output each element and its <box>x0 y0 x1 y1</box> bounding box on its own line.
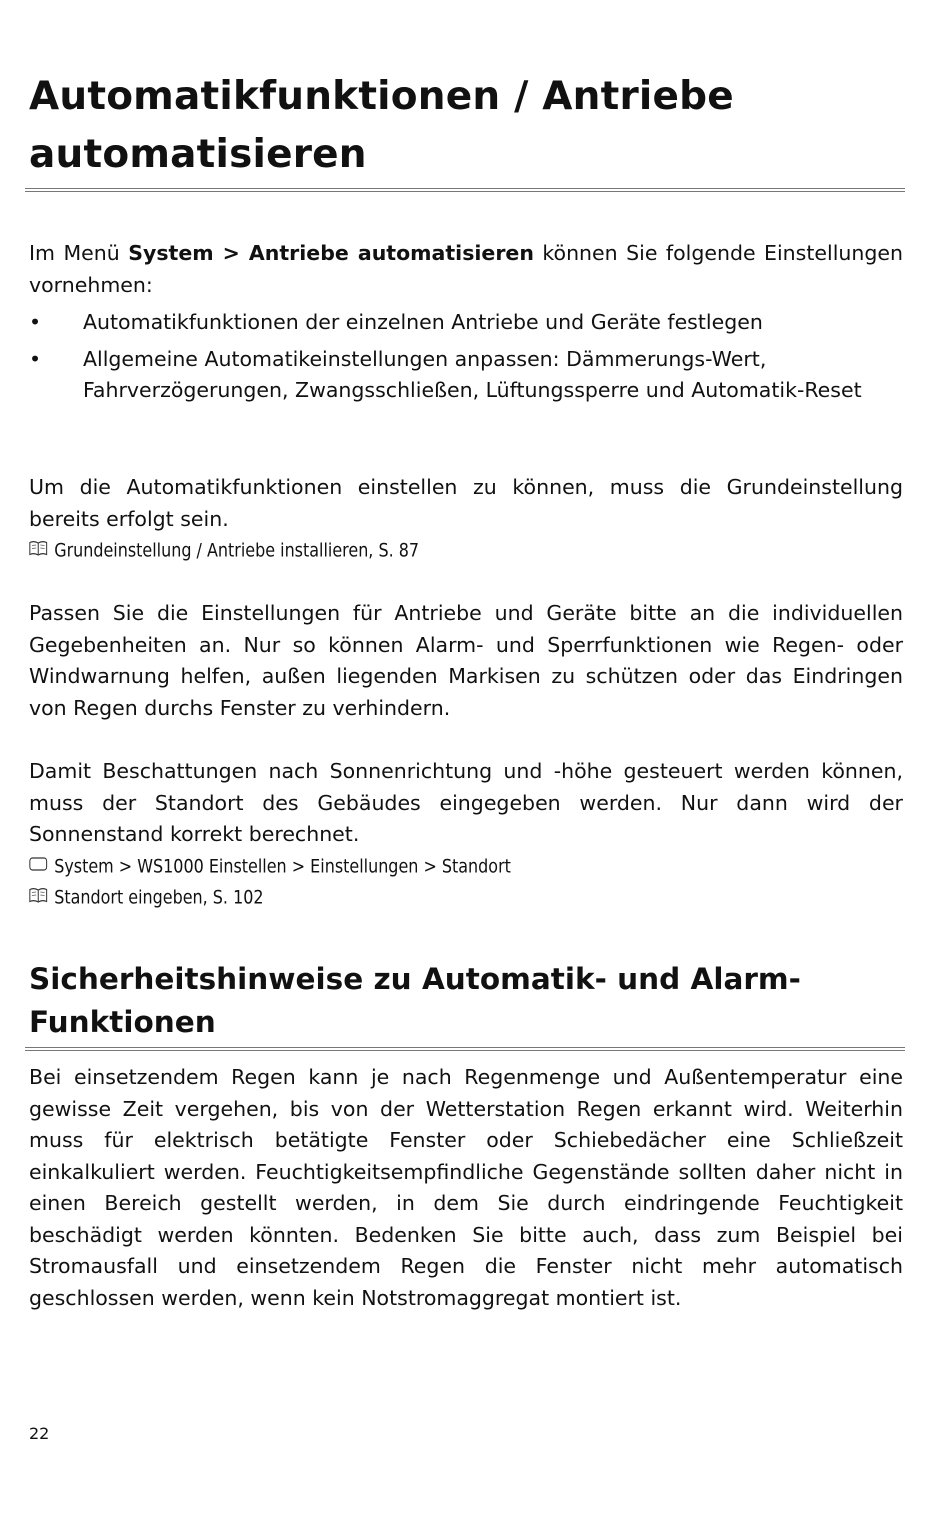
menu-reference[interactable] <box>29 851 763 883</box>
prerequisite-block <box>29 472 903 567</box>
cross-reference-text: Grundeinstellung / Antriebe installieren, S. 87 <box>54 539 420 562</box>
cross-reference-text: Standort eingeben, S. 102 <box>54 886 264 909</box>
menu-reference-text: System > WS1000 Einstellen > Einstellungen > Standort <box>54 854 511 877</box>
location-paragraph: Damit Beschattungen nach Sonnenrichtung und -höhe gesteuert werden können, muss der Standort des Gebäudes eingegeben werden. Nur dann wird der Sonnenstand korrekt berechnet. <box>29 759 903 846</box>
intro-prefix: Im Menü <box>29 241 129 265</box>
list-item-text: Automatikfunktionen der einzelnen Antriebe und Geräte festlegen <box>83 310 763 334</box>
list-item-text: Allgemeine Automatikeinstellungen anpassen: Dämmerungs-Wert, Fahrverzögerungen, Zwangsschließen, Lüftungssperre und Automatik-Reset <box>83 346 862 402</box>
settings-list <box>29 307 903 412</box>
book-icon <box>29 882 47 914</box>
bullet-icon: • <box>29 310 42 334</box>
cross-reference[interactable] <box>29 882 763 914</box>
section-divider <box>25 1047 905 1051</box>
prerequisite-paragraph: Um die Automatikfunktionen einstellen zu können, muss die Grundeinstellung bereits erfolgt sein. <box>29 475 903 531</box>
section-heading: Sicherheitshinweise zu Automatik- und Alarm-Funktionen <box>29 962 801 1039</box>
page-number: 22 <box>29 1424 50 1443</box>
intro-paragraph <box>29 238 903 301</box>
menu-path: System > Antriebe automatisieren <box>128 241 534 265</box>
book-icon <box>29 535 47 567</box>
intro-suffix: können Sie folgende Einstellungen vornehmen: <box>29 241 903 297</box>
location-block <box>29 756 903 914</box>
cross-reference[interactable] <box>29 535 763 567</box>
page-title: Automatikfunktionen / Antriebe automatisieren <box>29 74 734 177</box>
list-item <box>29 344 903 407</box>
bullet-icon: • <box>29 346 42 371</box>
safety-paragraph: Bei einsetzendem Regen kann je nach Regenmenge und Außentemperatur eine gewisse Zeit vergehen, bis von der Wetterstation Regen erkannt wird. Weiterhin muss für elektrisch betätigte Fenster oder Schiebedächer eine Schließzeit einkalkuliert werden. Feuchtigkeitsempfindliche Gegenstände sollten daher nicht in einen Bereich gestellt werden, in dem Sie durch eindringende Feuchtigkeit beschädigt werden könnten. Bedenken Sie bitte auch, dass zum Beispiel bei Stromausfall und einsetzendem Regen die Fenster nicht mehr automatisch geschlossen werden, wenn kein Notstromaggregat montiert ist. <box>29 1065 903 1310</box>
list-item <box>29 307 903 339</box>
screen-icon <box>29 851 47 883</box>
adjustment-paragraph: Passen Sie die Einstellungen für Antriebe und Geräte bitte an die individuellen Gegebenheiten an. Nur so können Alarm- und Sperrfunktionen wie Regen- oder Windwarnung helfen, außen liegenden Markisen zu schützen oder das Eindringen von Regen durchs Fenster zu verhindern. <box>29 601 903 720</box>
title-divider <box>25 188 905 192</box>
